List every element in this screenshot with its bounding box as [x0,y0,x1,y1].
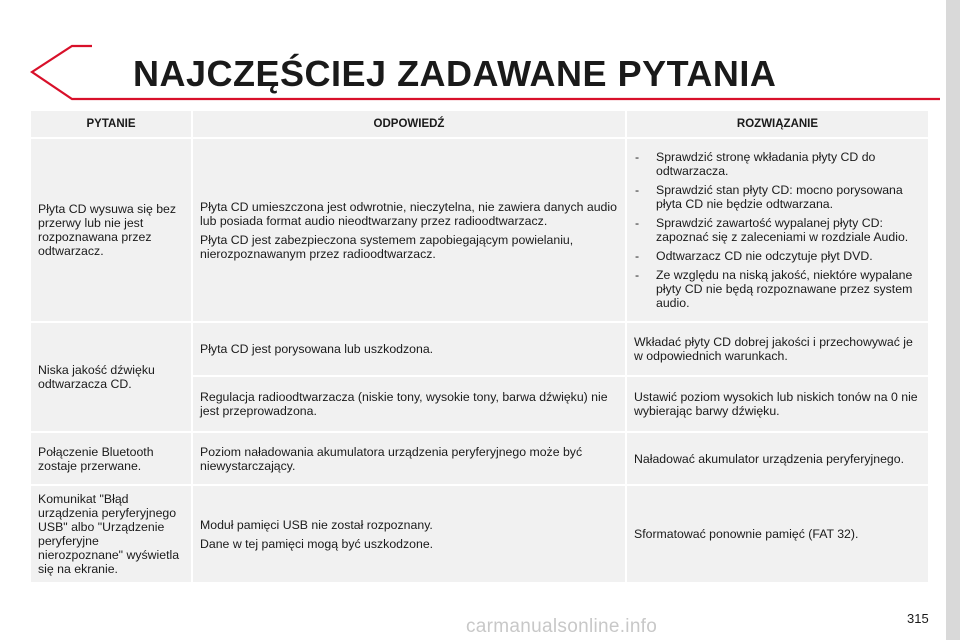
solution-list-item [634,183,921,211]
solution-item-text: Sprawdzić zawartość wypalanej płyty CD: zapoznać się z zaleceniami w rozdziale Audio. [656,216,909,244]
solution-list-item [634,216,921,244]
answer-cell [192,322,626,376]
solution-text: Naładować akumulator urządzenia peryferyjnego. [634,451,904,466]
dash-bullet-icon: - [635,268,640,282]
answer-text: Płyta CD jest zabezpieczona systemem zapobiegającym powielaniu, nierozpoznawanym przez radioodtwarzacz. [200,232,574,261]
table-header-row [31,111,928,138]
answer-cell [192,376,626,432]
table-row [31,485,928,583]
question-text: Płyta CD wysuwa się bez przerwy lub nie jest rozpoznawana przez odtwarzacz. [38,202,177,258]
watermark: carmanualsonline.info [466,616,658,637]
question-text: Niska jakość dźwięku odtwarzacza CD. [38,363,155,391]
dash-bullet-icon: - [635,183,640,197]
page-title: NAJCZĘŚCIEJ ZADAWANE PYTANIA [133,53,777,94]
answer-text: Poziom naładowania akumulatora urządzenia peryferyjnego może być niewystarczający. [200,444,583,473]
page-number: 315 [907,611,929,626]
question-cell [31,322,192,432]
column-header-question: PYTANIE [31,111,192,138]
answer-text: Dane w tej pamięci mogą być uszkodzone. [200,536,434,551]
solution-item-text: Sprawdzić stan płyty CD: mocno porysowana płyta CD nie będzie odtwarzana. [656,183,903,211]
solution-list-item [634,150,921,178]
answer-text: Płyta CD jest porysowana lub uszkodzona. [200,342,434,356]
answer-cell [192,138,626,322]
solution-item-text: Ze względu na niską jakość, niektóre wypalane płyty CD nie będą rozpoznawane przez system audio. [656,268,913,310]
solution-text: Sformatować ponownie pamięć (FAT 32). [634,527,859,541]
dash-bullet-icon: - [635,150,640,164]
question-cell [31,485,192,583]
dash-bullet-icon: - [635,249,640,263]
answer-text: Moduł pamięci USB nie został rozpoznany. [200,517,433,532]
right-edge-bar [946,0,960,640]
answer-text: Płyta CD umieszczona jest odwrotnie, nieczytelna, nie zawiera danych audio lub posiada format audio nieodtwarzany przez radioodtwarzacz. [200,199,617,228]
question-text: Komunikat "Błąd urządzenia peryferyjnego USB" albo "Urządzenie peryferyjne nierozpoznane" wyświetla się na ekranie. [38,492,180,576]
solution-text: Wkładać płyty CD dobrej jakości i przechowywać je w odpowiednich warunkach. [634,335,913,363]
question-cell [31,432,192,485]
answer-text: Regulacja radioodtwarzacza (niskie tony, wysokie tony, barwa dźwięku) nie jest przeprowadzona. [200,390,608,418]
dash-bullet-icon: - [635,216,640,230]
solution-list [634,150,921,310]
table-row [31,432,928,485]
solution-cell [626,485,928,583]
solution-cell [626,376,928,432]
table-row [31,322,928,376]
column-header-answer: ODPOWIEDŹ [192,111,626,138]
answer-cell [192,432,626,485]
solution-cell [626,322,928,376]
column-header-solution: ROZWIĄZANIE [626,111,928,138]
table-row [31,138,928,322]
question-cell [31,138,192,322]
solution-item-text: Odtwarzacz CD nie odczytuje płyt DVD. [656,249,873,263]
solution-list-item [634,249,921,263]
answer-cell [192,485,626,583]
solution-list-item [634,268,921,310]
solution-cell [626,138,928,322]
solution-item-text: Sprawdzić stronę wkładania płyty CD do odtwarzacza. [656,150,876,178]
faq-table [31,111,928,584]
solution-text: Ustawić poziom wysokich lub niskich tonów na 0 nie wybierając barwy dźwięku. [634,390,918,418]
solution-cell [626,432,928,485]
question-text: Połączenie Bluetooth zostaje przerwane. [38,444,154,473]
